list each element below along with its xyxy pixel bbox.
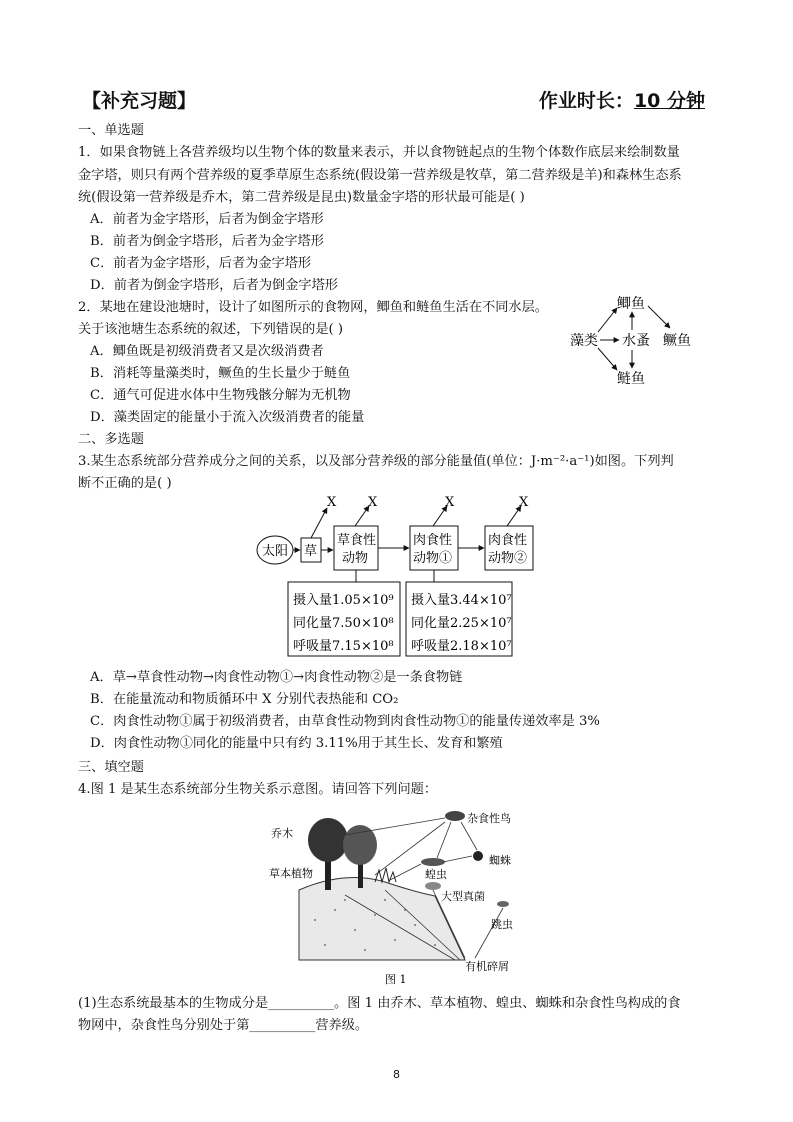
q1-option-b: B．前者为倒金字塔形，后者为金字塔形 [90,234,324,249]
spider-shape [473,851,483,861]
q4-sub1-line1: (1)生态系统最基本的生物成分是__________。图 1 由乔木、草本植物、蝗虫、蜘蛛和杂食性鸟构成的食 [78,996,681,1011]
herb-assimilation: 同化量7.50×10⁸ [293,616,394,631]
grass-label: 草 [304,544,318,559]
fig-spider-label: 蜘蛛 [489,854,511,867]
fig-herb-label: 草本植物 [269,867,313,880]
carnivore1-label-1: 肉食性 [413,533,453,548]
arrow-herb-x [355,506,369,526]
duration-label: 作业时长： [538,90,634,112]
carn1-intake: 摄入量3.44×10⁷ [411,593,512,608]
fig-springtail-label: 跳虫 [491,918,513,931]
carnivore2-label-1: 肉食性 [488,533,528,548]
q4-sub1-line2: 物网中，杂食性鸟分别处于第__________营养级。 [78,1018,369,1033]
q1-option-d: D．前者为倒金字塔形，后者为倒金字塔形 [90,278,338,293]
fig-tree-label: 乔木 [271,827,293,840]
page-number: 8 [393,1068,400,1081]
q3-line2: 断不正确的是( ) [78,476,172,491]
section-multiple-choice: 二、多选题 [78,432,144,447]
fungi-shape [425,882,441,890]
fig-locust-label: 蝗虫 [425,868,447,881]
q3-option-d: D．肉食性动物①同化的能量中只有约 3.11%用于其生长、发育和繁殖 [90,736,503,751]
arrow-algae-crucian [598,308,617,332]
arrow-grass-x [311,508,327,538]
fig-debris-label: 有机碎屑 [465,960,509,973]
carnivore1-label-2: 动物① [413,551,453,566]
x-label-3: X [445,495,455,510]
q2-option-a: A．鲫鱼既是初级消费者又是次级消费者 [90,344,324,359]
q1-line3: 统(假设第一营养级是乔木，第二营养级是昆虫)数量金字塔的形状最可能是( ) [78,190,525,205]
herb-respiration: 呼吸量7.15×10⁸ [293,639,394,654]
section-fill-blank: 三、填空题 [78,760,144,775]
web-mandarin: 鳜鱼 [663,333,691,349]
web-flea: 水蚤 [622,333,650,349]
q1-line2: 金字塔，则只有两个营养级的夏季草原生态系统(假设第一营养级是牧草，第二营养级是羊)和森林生态系 [78,168,682,183]
q2-option-d: D．藻类固定的能量小于流入次级消费者的能量 [90,410,365,425]
web-silver: 鲢鱼 [617,371,645,387]
duration-value: 10 分钟 [633,90,705,112]
ecosystem-figure-1 [265,800,535,988]
arrow-algae-silver [598,348,617,370]
q2-option-b: B．消耗等量藻类时，鳜鱼的生长量少于鲢鱼 [90,366,351,381]
bird-shape [445,811,465,821]
q2-line2: 关于该池塘生态系统的叙述，下列错误的是( ) [78,322,344,337]
duration-heading [539,86,705,113]
herb-intake: 摄入量1.05×10⁹ [293,593,394,608]
fig-fungi-label: 大型真菌 [441,890,485,903]
pond-food-web-diagram [560,290,700,390]
web-algae: 藻类 [570,333,598,349]
arrow-crucian-mandarin [648,306,670,328]
x-label-4: X [519,495,529,510]
q3-option-a: A．草→草食性动物→肉食性动物①→肉食性动物②是一条食物链 [90,670,463,685]
sun-label: 太阳 [262,544,289,559]
herbivore-label-1: 草食性 [337,533,377,548]
fig-caption: 图 1 [385,973,407,986]
q2-option-c: C．通气可促进水体中生物残骸分解为无机物 [90,388,351,403]
q1-line1: 1．如果食物链上各营养级均以生物个体的数量来表示，并以食物链起点的生物个体数作底层来绘制数量 [78,145,680,160]
carn1-assimilation: 同化量2.25×10⁷ [411,616,512,631]
herbivore-label-2: 动物 [342,551,369,566]
q3-option-b: B．在能量流动和物质循环中 X 分别代表热能和 CO₂ [90,692,399,707]
x-label-1: X [327,495,337,510]
q3-line1: 3.某生态系统部分营养成分之间的关系，以及部分营养级的部分能量值(单位：J·m⁻²·a⁻¹)如图。下列判 [78,454,674,469]
tree-crown-2 [343,825,377,865]
q1-option-a: A．前者为金字塔形，后者为倒金字塔形 [90,212,324,227]
energy-flow-diagram [255,490,545,660]
springtail-shape [497,901,509,907]
q3-option-c: C．肉食性动物①属于初级消费者，由草食性动物到肉食性动物①的能量传递效率是 3% [90,714,600,729]
fig-bird-label: 杂食性鸟 [467,812,511,825]
section-single-choice: 一、单选题 [78,123,144,138]
tree-crown-1 [308,818,348,862]
q4-line1: 4.图 1 是某生态系统部分生物关系示意图。请回答下列问题： [78,782,438,797]
locust-shape [421,858,445,866]
x-label-2: X [368,495,378,510]
q2-line1: 2．某地在建设池塘时，设计了如图所示的食物网，鲫鱼和鲢鱼生活在不同水层。 [78,300,548,315]
carn1-respiration: 呼吸量2.18×10⁷ [411,639,512,654]
supplement-heading: 【补充习题】 [82,90,197,112]
web-crucian: 鲫鱼 [617,296,645,312]
carnivore2-label-2: 动物② [488,551,528,566]
q1-option-c: C．前者为金字塔形，后者为金字塔形 [90,256,312,271]
